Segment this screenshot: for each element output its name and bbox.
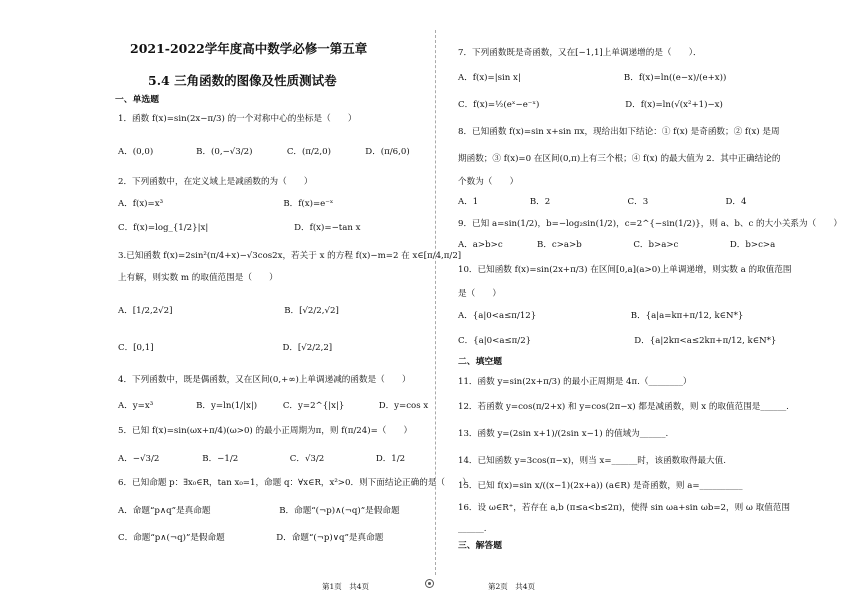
binding-hole-icon	[425, 579, 434, 588]
question-8-cont2: 个数为（ ）	[458, 177, 519, 187]
question-6-options-ab: A．命题“p∧q”是真命题 B．命题“(¬p)∧(¬q)”是假命题	[118, 506, 400, 516]
exam-title-line2: 5.4 三角函数的图像及性质测试卷	[148, 73, 337, 88]
question-7: 7．下列函数既是奇函数，又在[−1,1]上单调递增的是（ ）．	[458, 48, 702, 58]
question-2-options-cd: C．f(x)=log_{1/2}|x| D．f(x)=−tan x	[118, 223, 361, 233]
section-answer: 三、解答题	[458, 541, 502, 551]
question-1-options: A．(0,0) B．(0,−√3/2) C．(π/2,0) D．(π/6,0)	[118, 147, 410, 157]
question-7-options-ab: A．f(x)=|sin x| B．f(x)=ln((e−x)/(e+x))	[458, 73, 727, 83]
question-8-cont: 期函数；③ f(x)=0 在区间(0,π)上有三个根；④ f(x) 的最大值为 2．其中正确结论的	[458, 154, 781, 164]
question-16: 16．设 ω∈R⁺，若存在 a,b (π≤a<b≤2π)，使得 sin ωa+sin ωb=2，则 ω 取值范围	[458, 503, 791, 513]
column-divider	[435, 30, 436, 575]
page-number-left: 第1页 共4页	[322, 582, 370, 591]
question-11: 11．函数 y=sin(2x+π/3) 的最小正周期是 4π.（________）	[458, 377, 692, 387]
question-10-options-cd: C．{a|0<a≤π/2} D．{a|2kπ<a≤2kπ+π/12, k∈N*}	[458, 336, 777, 346]
question-10-cont: 是（ ）	[458, 289, 501, 299]
question-6-options-cd: C．命题“p∧(¬q)”是假命题 D．命题“(¬p)∨q”是真命题	[118, 533, 384, 543]
question-16-cont: ______.	[458, 524, 487, 534]
question-4-options: A．y=x³ B．y=ln(1/|x|) C．y=2^{|x|} D．y=cos x	[118, 401, 429, 411]
question-7-options-cd: C．f(x)=½(eˣ−e⁻ˣ) D．f(x)=ln(√(x²+1)−x)	[458, 100, 723, 110]
question-1: 1．函数 f(x)=sin(2x−π/3) 的一个对称中心的坐标是（ ）	[118, 114, 357, 124]
question-5-options: A．−√3/2 B．−1/2 C．√3/2 D．1/2	[118, 454, 406, 464]
question-6: 6．已知命题 p：∃x₀∈R，tan x₀=1，命题 q：∀x∈R，x²>0．则下面结论正确的是（ ）	[118, 478, 471, 488]
section-single-choice: 一、单选题	[115, 95, 159, 105]
question-15: 15．已知 f(x)=sin x/((x−1)(2x+a)) (a∈R) 是奇函数，则 a=__________	[458, 481, 743, 491]
question-2: 2．下列函数中，在定义域上是减函数的为（ ）	[118, 177, 313, 187]
question-8-options: A．1 B．2 C．3 D．4	[458, 197, 747, 207]
question-8: 8．已知函数 f(x)=sin x+sin πx，现给出如下结论：① f(x) 是奇函数；② f(x) 是周	[458, 127, 780, 137]
question-10: 10．已知函数 f(x)=sin(2x+π/3) 在区间[0,a](a>0)上单调递增，则实数 a 的取值范围	[458, 265, 792, 275]
question-12: 12．若函数 y=cos(π/2+x) 和 y=cos(2π−x) 都是减函数，则 x 的取值范围是______.	[458, 402, 789, 412]
question-10-options-ab: A．{a|0<a≤π/12} B．{a|a=kπ+π/12, k∈N*}	[458, 311, 744, 321]
question-3-options-cd: C．[0,1] D．[√2/2,2]	[118, 343, 333, 353]
question-3: 3.已知函数 f(x)=2sin²(π/4+x)−√3cos2x，若关于 x 的方程 f(x)−m=2 在 x∈[π/4,π/2]	[118, 251, 462, 261]
question-9: 9．已知 a=sin(1/2)，b=−log₂sin(1/2)，c=2^{−sin(1/2)}，则 a、b、c 的大小关系为（ ）	[458, 219, 842, 229]
question-3-cont: 上有解，则实数 m 的取值范围是（ ）	[118, 273, 278, 283]
question-3-options-ab: A．[1/2,2√2] B．[√2/2,√2]	[118, 306, 339, 316]
question-13: 13．函数 y=(2sin x+1)/(2sin x−1) 的值域为______.	[458, 429, 669, 439]
page-number-right: 第2页 共4页	[488, 582, 536, 591]
question-9-options: A．a>b>c B．c>a>b C．b>a>c D．b>c>a	[458, 240, 776, 250]
question-2-options-ab: A．f(x)=x³ B．f(x)=e⁻ˣ	[118, 199, 334, 209]
section-fill-blank: 二、填空题	[458, 357, 502, 367]
exam-title-line1: 2021-2022学年度高中数学必修一第五章	[130, 41, 368, 56]
question-4: 4．下列函数中，既是偶函数，又在区间(0,+∞)上单调递减的函数是（ ）	[118, 375, 411, 385]
question-14: 14．已知函数 y=3cos(π−x)，则当 x=______时，该函数取得最大值.	[458, 456, 726, 466]
question-5: 5．已知 f(x)=sin(ωx+π/4)(ω>0) 的最小正周期为π，则 f(π/24)=（ ）	[118, 426, 413, 436]
